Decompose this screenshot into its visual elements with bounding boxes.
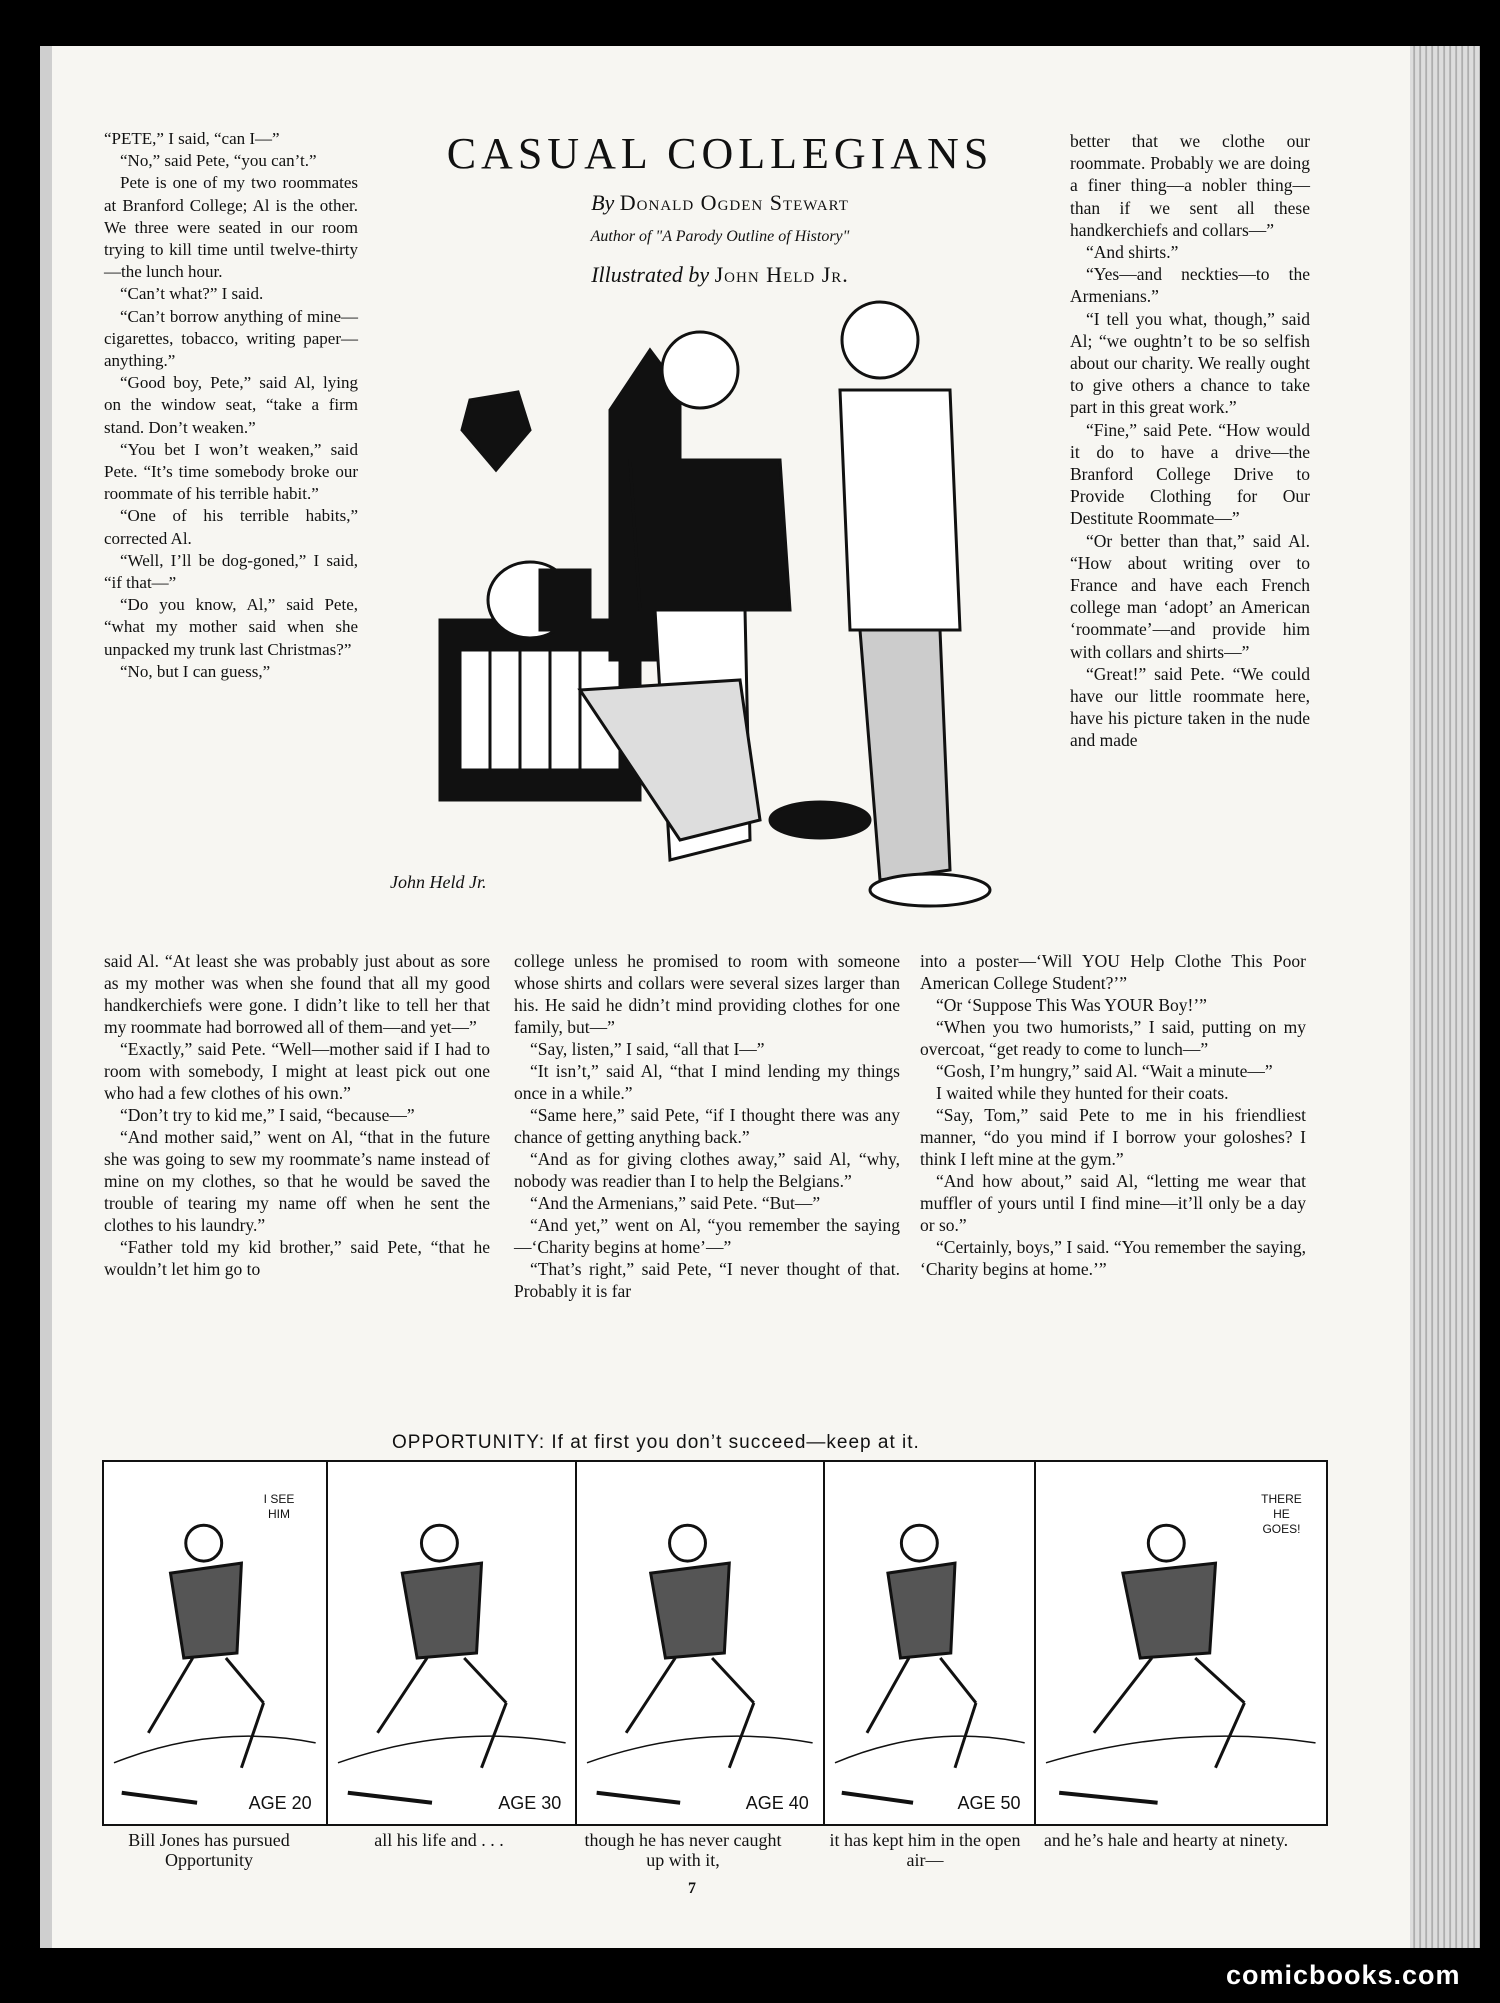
paragraph: “And the Armenians,” said Pete. “But—” [530, 1193, 821, 1213]
illustrator-name: John Held Jr. [714, 262, 849, 287]
strip-caption-1: Bill Jones has pursued Opportunity [128, 1830, 290, 1870]
age-label: AGE 50 [957, 1793, 1021, 1813]
age-label: AGE 40 [745, 1793, 809, 1813]
strip-panel-2 [328, 1462, 578, 1824]
paragraph: “That’s right,” said Pete, “I never thought of that. Probably it is far [514, 1259, 900, 1301]
byline: By Donald Ogden Stewart [591, 190, 849, 215]
paragraph: “Good boy, Pete,” said Al, lying on the window seat, “take a firm stand. Don’t weaken.” [104, 373, 358, 437]
paragraph: “When you two humorists,” I said, putting on my overcoat, “get ready to come to lunch—” [920, 1017, 1306, 1059]
paragraph: “Do you know, Al,” said Pete, “what my mother said when she unpacked my trunk last Christmas?” [104, 595, 358, 659]
strip-panel-1 [104, 1462, 328, 1824]
strip-panel-5 [1036, 1462, 1326, 1824]
artist-signature: John Held Jr. [390, 872, 487, 892]
paragraph: “One of his terrible habits,” corrected Al. [104, 506, 358, 548]
strip-caption-4: it has kept him in the open air— [829, 1830, 1021, 1870]
paragraph: “No, but I can guess,” [120, 661, 271, 681]
paragraph: into a poster—‘Will YOU Help Clothe This Poor American College Student?’” [920, 951, 1306, 993]
watermark: comicbooks.com [1226, 1960, 1461, 1990]
paragraph: “Say, listen,” I said, “all that I—” [530, 1039, 765, 1059]
paragraph: “I tell you what, though,” said Al; “we oughtn’t to be so selfish about our charity. We really ought to give others a chance to take part in this great work.” [1070, 308, 1310, 418]
paragraph: said Al. “At least she was probably just about as sore as my mother was when she found that all my good handkerchiefs were gone. I didn’t like to tell her that my roommate had borrowed all of them—and yet—” [104, 951, 490, 1037]
paragraph: “No,” said Pete, “you can’t.” [120, 151, 317, 171]
strip-title: OPPORTUNITY: If at first you don’t succeed—keep at it. [392, 1432, 920, 1453]
paragraph: “Can’t borrow anything of mine—cigarettes, tobacco, writing paper—anything.” [104, 306, 358, 371]
runner-drawing [825, 1462, 1035, 1824]
paragraph: “Well, I’ll be dog-goned,” I said, “if that—” [104, 550, 358, 593]
paragraph: “And as for giving clothes away,” said Al, “why, nobody was readier than I to help the Belgians.” [514, 1149, 900, 1191]
illustrator-credit: Illustrated by John Held Jr. [591, 262, 849, 287]
paragraph: “Or better than that,” said Al. “How about writing over to France and have each French college man ‘adopt’ an American ‘roommate’—and provide him with collars and shirts—” [1070, 530, 1310, 662]
comic-strip [102, 1460, 1328, 1826]
paragraph: “Gosh, I’m hungry,” said Al. “Wait a minute—” [936, 1061, 1273, 1081]
paragraph: “Exactly,” said Pete. “Well—mother said if I had to room with somebody, I might at least pick out one who had a few clothes of his own.” [104, 1039, 490, 1103]
runner-drawing [328, 1462, 576, 1824]
text-column-2 [514, 950, 900, 1302]
paragraph: “Say, Tom,” said Pete to me in his friendliest manner, “do you mind if I borrow your goloshes? I think I left mine at the gym.” [920, 1105, 1306, 1169]
paragraph: “Or ‘Suppose This Was YOUR Boy!’” [936, 995, 1207, 1015]
strip-panel-3 [577, 1462, 825, 1824]
paragraph: “PETE,” I said, “can I—” [104, 129, 280, 148]
paragraph: “It isn’t,” said Al, “that I mind lending my things once in a while.” [514, 1061, 900, 1103]
strip-caption-3: though he has never caught up with it, [584, 1830, 782, 1870]
paragraph: “Yes—and neckties—to the Armenians.” [1070, 264, 1310, 307]
text-column-1-upper [104, 128, 358, 683]
strip-caption-2: all his life and . . . [374, 1830, 504, 1850]
collegians-drawing [380, 300, 1060, 910]
paragraph: Pete is one of my two roommates at Branford College; Al is the other. We three were seated in our room trying to kill time until twelve-thirty—the lunch hour. [104, 173, 358, 282]
speech-text: THERE HE GOES! [1261, 1492, 1302, 1536]
paragraph: college unless he promised to room with someone whose shirts and collars were several sizes larger than his. He said he didn’t mind providing clothes for one family, but—” [514, 951, 900, 1037]
age-label: AGE 20 [248, 1793, 312, 1813]
paragraph: better that we clothe our roommate. Probably we are doing a finer thing—a nobler thing—than if we sent all these handkerchiefs and collars—” [1070, 131, 1310, 240]
article-illustration [380, 300, 1060, 910]
text-column-3-lower [920, 950, 1306, 1280]
strip-caption-5: and he’s hale and hearty at ninety. [1043, 1830, 1289, 1850]
paragraph: “Don’t try to kid me,” I said, “because—” [120, 1105, 415, 1125]
speech-text: I SEE HIM [263, 1492, 295, 1521]
author-name: Donald Ogden Stewart [619, 190, 849, 215]
paragraph: “Fine,” said Pete. “How would it do to have a drive—the Branford College Drive to Provide Clothing for Our Destitute Roommate—” [1070, 419, 1310, 529]
paragraph: “And how about,” said Al, “letting me wear that muffler of yours until I find mine—it’ll only be a day or so.” [920, 1171, 1306, 1235]
paragraph: “Certainly, boys,” I said. “You remember the saying, ‘Charity begins at home.’” [920, 1237, 1306, 1279]
paragraph: “Father told my kid brother,” said Pete, “that he wouldn’t let him go to [104, 1237, 490, 1279]
paragraph: “And yet,” went on Al, “you remember the saying—‘Charity begins at home’—” [514, 1215, 900, 1257]
runner-drawing [577, 1462, 823, 1824]
author-credit: Author of "A Parody Outline of History" [590, 228, 850, 245]
age-label: AGE 30 [498, 1793, 562, 1813]
paragraph: “And shirts.” [1086, 242, 1179, 263]
paragraph: “Great!” said Pete. “We could have our little roommate here, have his picture taken in the nude and made [1070, 663, 1310, 751]
paragraph: “Same here,” said Pete, “if I thought there was any chance of getting anything back.” [514, 1105, 900, 1147]
book-binding [1410, 46, 1480, 1948]
article-title: CASUAL COLLEGIANS [446, 129, 994, 178]
text-column-1-lower [104, 950, 490, 1280]
page-number: 7 [688, 1880, 696, 1897]
strip-panel-4 [825, 1462, 1037, 1824]
paragraph: I waited while they hunted for their coats. [936, 1083, 1229, 1103]
paragraph: “Can’t what?” I said. [120, 284, 264, 304]
paragraph: “And mother said,” went on Al, “that in the future she was going to sew my roommate’s name instead of mine on my clothes, so that he would be saved the trouble of tearing my name off when he sent the clothes to his laundry.” [104, 1127, 490, 1235]
paragraph: “You bet I won’t weaken,” said Pete. “It’s time somebody broke our roommate of his terrible habit.” [104, 439, 358, 504]
text-column-3-upper [1070, 130, 1310, 752]
